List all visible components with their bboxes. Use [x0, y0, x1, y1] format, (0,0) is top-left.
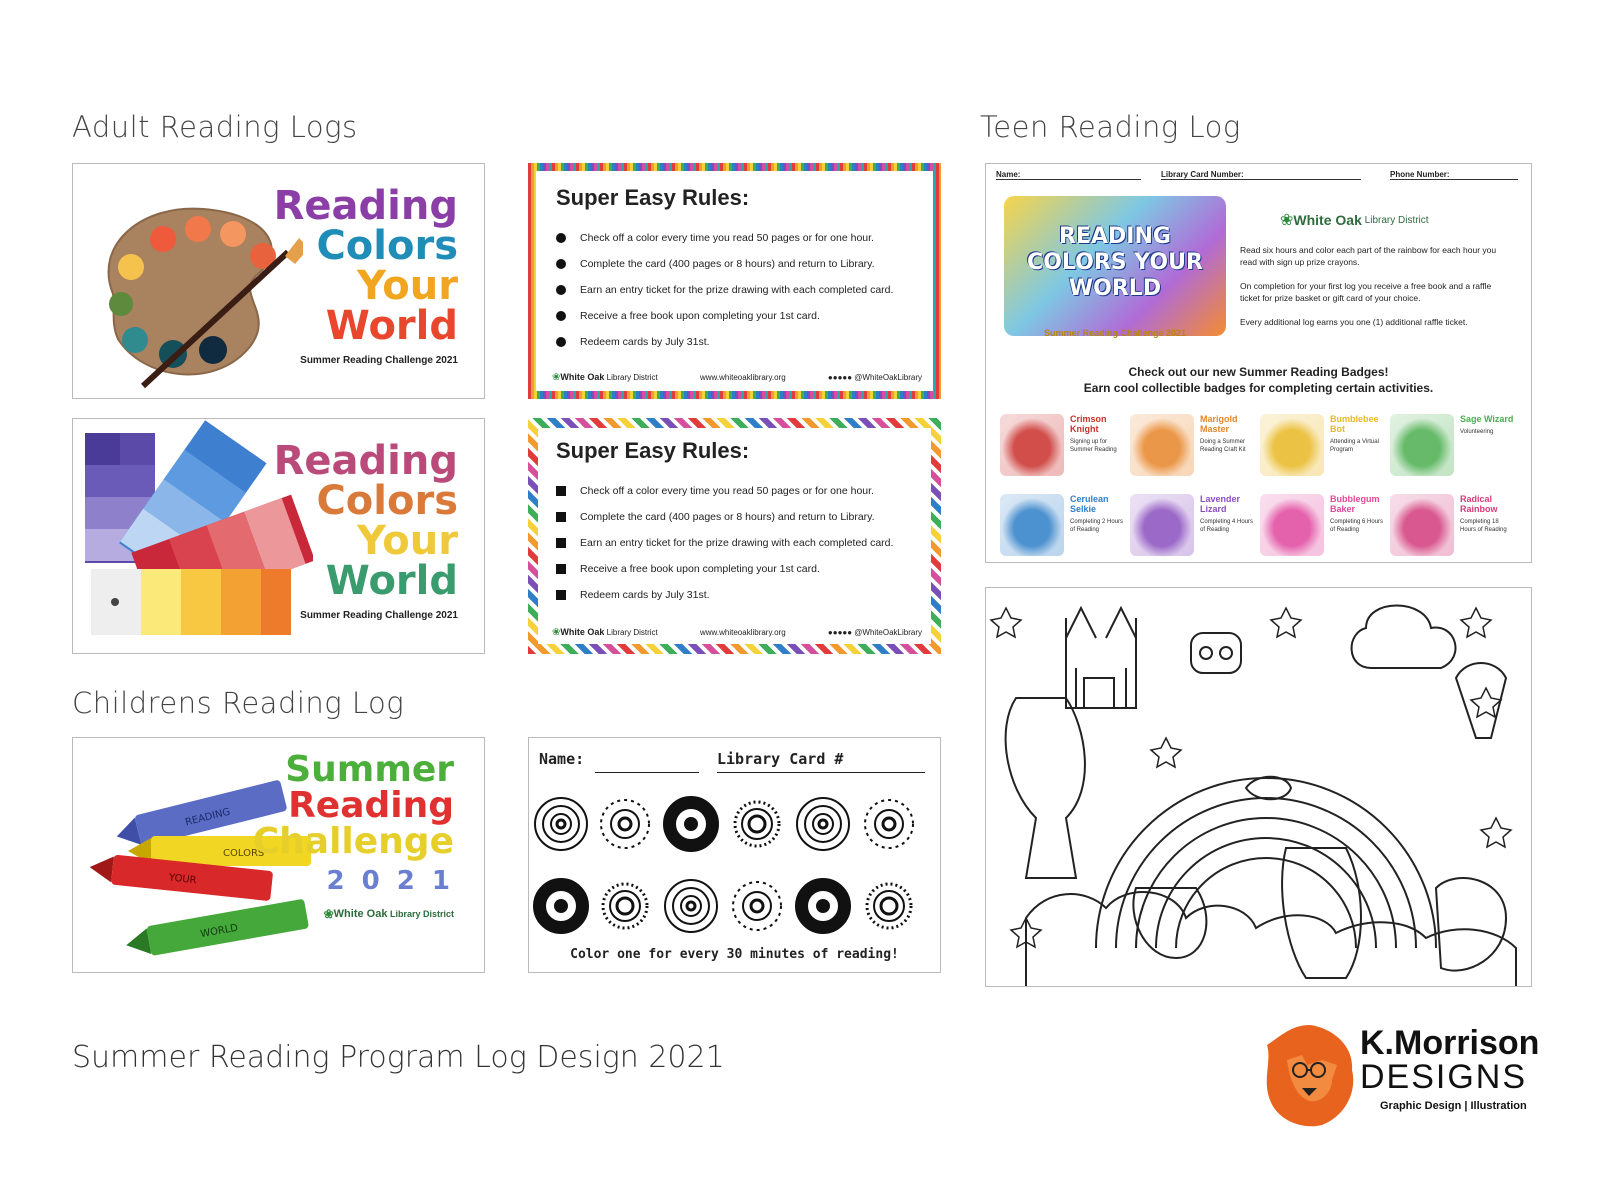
adult-section-title: Adult Reading Logs — [72, 110, 358, 144]
badge-name: Lavender Lizard — [1200, 494, 1241, 514]
coloring-page-card — [985, 587, 1532, 987]
badges-subheadline: Earn cool collectible badges for completing certain activities. — [1083, 381, 1434, 395]
title-your: Your — [357, 263, 458, 309]
rule-item: Redeem cards by July 31st. — [556, 329, 926, 355]
card-underline — [717, 772, 925, 773]
bullet-icon — [556, 285, 566, 295]
rules-footer-2 — [552, 627, 922, 638]
teen-paragraph-2: On completion for your first log you receive a free book and a raffle ticket for prize basket or gift card of your choice. — [1240, 281, 1492, 303]
title-colors-2: Colors — [316, 478, 458, 524]
badges-headline: Check out our new Summer Reading Badges! — [1128, 365, 1389, 379]
star-doodles — [991, 608, 1511, 947]
rule-item: Check off a color every time you read 50 pages or for one hour. — [556, 225, 926, 251]
library-url: www.whiteoaklibrary.org — [700, 373, 786, 382]
rule-item: Earn an entry ticket for the prize drawing with each completed card. — [556, 530, 926, 556]
badge-grid — [1000, 414, 1520, 563]
tracker-instructions: Color one for every 30 minutes of reading! — [570, 947, 899, 962]
tracker-circle[interactable] — [733, 882, 781, 930]
library-url: www.whiteoaklibrary.org — [700, 628, 786, 637]
tracker-circle[interactable] — [796, 879, 850, 933]
badge-illustration-icon — [1000, 494, 1064, 556]
rules-title-2: Super Easy Rules: — [556, 438, 750, 463]
checkbox-icon — [556, 564, 566, 574]
children-log-front-card — [72, 737, 485, 973]
title-reading-2: Reading — [273, 438, 458, 484]
badge-item — [1260, 414, 1390, 494]
badge-name: Marigold Master — [1200, 414, 1238, 434]
tracker-circle[interactable] — [664, 797, 718, 851]
rule-item: Earn an entry ticket for the prize drawing with each completed card. — [556, 277, 926, 303]
oak-leaf-icon: ❀ — [1280, 212, 1294, 229]
tracker-circle[interactable] — [534, 879, 588, 933]
crayon-label: COLORS — [223, 848, 265, 859]
oak-leaf-icon: ❀ — [552, 372, 561, 383]
badge-name: Bumblebee Bot — [1330, 414, 1379, 434]
rules-card-candy — [528, 418, 941, 654]
tracker-circle[interactable] — [865, 800, 913, 848]
badge-description: Completing 6 Hours of Reading — [1330, 519, 1384, 533]
tracker-circle[interactable] — [797, 798, 849, 850]
bullet-icon — [556, 233, 566, 243]
card-subtitle-2: Summer Reading Challenge 2021 — [300, 610, 458, 621]
title-world-2: World — [325, 558, 458, 604]
teen-art-title: READING COLORS YOUR WORLD — [1027, 224, 1203, 301]
teen-section-title: Teen Reading Log — [980, 110, 1241, 144]
rules-card-stripes — [528, 163, 941, 399]
checkbox-icon — [556, 486, 566, 496]
teen-paragraph-1: Read six hours and color each part of the rainbow for each hour you read with sign up prize crayons. — [1240, 245, 1497, 267]
tracker-circle[interactable] — [535, 798, 587, 850]
library-logo: ❀ White Oak Library District — [323, 907, 454, 921]
rules-title: Super Easy Rules: — [556, 185, 750, 210]
title-summer: Summer — [285, 749, 454, 790]
oak-leaf-icon: ❀ — [552, 627, 561, 638]
kmorrison-brand — [1262, 1020, 1582, 1130]
social-icons: ●●●●● — [827, 373, 855, 382]
name-underline — [595, 772, 699, 773]
badge-item — [1130, 494, 1260, 563]
rule-item: Complete the card (400 pages or 8 hours) and return to Library. — [556, 251, 926, 277]
title-colors: Colors — [316, 223, 458, 269]
title-your-2: Your — [357, 518, 458, 564]
coloring-page-illustration — [986, 588, 1532, 987]
rule-item: Receive a free book upon completing your 1st card. — [556, 556, 926, 582]
badge-name: Crimson Knight — [1070, 414, 1107, 434]
badge-description: Signing up for Summer Reading — [1070, 439, 1117, 453]
badge-illustration-icon — [1260, 414, 1324, 476]
tracker-circle[interactable] — [601, 800, 649, 848]
teen-log-card — [985, 163, 1532, 563]
teen-phone-field: Phone Number: — [1390, 170, 1518, 180]
crayon-label: YOUR — [168, 872, 198, 887]
badge-illustration-icon — [1260, 494, 1324, 556]
rule-item: Check off a color every time you read 50 pages or for one hour. — [556, 478, 926, 504]
badge-name: Radical Rainbow — [1460, 494, 1498, 514]
badge-illustration-icon — [1130, 414, 1194, 476]
crayon-label: READING — [184, 806, 232, 829]
badge-illustration-icon — [1000, 414, 1064, 476]
brand-tagline: Graphic Design | Illustration — [1380, 1100, 1527, 1112]
bullet-icon — [556, 259, 566, 269]
badge-description: Volunteering — [1460, 429, 1494, 435]
badge-illustration-icon — [1390, 414, 1454, 476]
title-year: 2 0 2 1 — [326, 866, 454, 896]
badge-item — [1000, 414, 1130, 494]
children-log-back-card — [528, 737, 941, 973]
badge-name: Cerulean Selkie — [1070, 494, 1109, 514]
social-handle: ●●●●● @WhiteOakLibrary — [827, 628, 922, 637]
library-logo: ❀White Oak Library District — [552, 372, 658, 383]
badge-item — [1130, 414, 1260, 494]
bullet-icon — [556, 337, 566, 347]
library-logo: ❀White Oak Library District — [552, 627, 658, 638]
rule-item: Complete the card (400 pages or 8 hours) and return to Library. — [556, 504, 926, 530]
badge-item — [1390, 494, 1520, 563]
rule-item: Redeem cards by July 31st. — [556, 582, 926, 608]
badge-description: Doing a Summer Reading Craft Kit — [1200, 439, 1246, 453]
badge-illustration-icon — [1130, 494, 1194, 556]
teen-name-field: Name: — [996, 170, 1141, 180]
rules-list-2 — [556, 478, 926, 608]
social-icons: ●●●●● — [827, 628, 855, 637]
crayon-label: WORLD — [199, 922, 239, 941]
tracker-circle[interactable] — [867, 884, 911, 928]
badge-item — [1260, 494, 1390, 563]
teen-library-logo: ❀ White Oak Library District — [1280, 212, 1429, 229]
badge-description: Attending a Virtual Program — [1330, 439, 1379, 453]
badge-item — [1000, 494, 1130, 563]
card-subtitle: Summer Reading Challenge 2021 — [300, 355, 458, 366]
title-reading-kids: Reading — [288, 785, 454, 826]
children-section-title: Childrens Reading Log — [72, 686, 405, 720]
teen-paragraph-3: Every additional log earns you one (1) additional raffle ticket. — [1240, 317, 1468, 327]
oak-leaf-icon: ❀ — [323, 907, 334, 921]
paint-palette-icon — [73, 164, 303, 399]
brand-designs: DESIGNS — [1360, 1058, 1528, 1096]
tracker-circle[interactable] — [665, 880, 717, 932]
badge-name: Sage Wizard — [1460, 414, 1514, 424]
title-challenge: Challenge — [252, 821, 454, 862]
badge-item — [1390, 414, 1520, 494]
title-world: World — [325, 303, 458, 349]
badge-name: Bubblegum Baker — [1330, 494, 1380, 514]
badge-description: Completing 4 Hours of Reading — [1200, 519, 1254, 533]
bullet-icon — [556, 311, 566, 321]
name-label: Name: — [539, 750, 585, 768]
lion-logo-icon — [1262, 1020, 1357, 1130]
adult-log-swatch-card — [72, 418, 485, 654]
rules-list — [556, 225, 926, 355]
teen-art-subtitle: Summer Reading Challenge 2021 — [1043, 328, 1187, 338]
social-handle: ●●●●● @WhiteOakLibrary — [827, 373, 922, 382]
checkbox-icon — [556, 590, 566, 600]
badge-description: Completing 18 Hours of Reading — [1460, 519, 1507, 533]
teen-card-field: Library Card Number: — [1161, 170, 1361, 180]
adult-log-palette-card — [72, 163, 485, 399]
tracker-circle[interactable] — [603, 884, 647, 928]
brand-name: K.Morrison — [1360, 1024, 1540, 1062]
teen-cover-art — [1004, 196, 1226, 336]
tracker-circle[interactable] — [735, 802, 779, 846]
rule-item: Receive a free book upon completing your 1st card. — [556, 303, 926, 329]
reading-tracker-circles — [529, 788, 941, 938]
title-reading: Reading — [273, 183, 458, 229]
checkbox-icon — [556, 512, 566, 522]
badge-description: Completing 2 Hours of Reading — [1070, 519, 1124, 533]
badge-illustration-icon — [1390, 494, 1454, 556]
checkbox-icon — [556, 538, 566, 548]
page-footer-title: Summer Reading Program Log Design 2021 — [72, 1040, 725, 1075]
rules-footer — [552, 372, 922, 383]
library-card-label: Library Card # — [717, 750, 844, 768]
